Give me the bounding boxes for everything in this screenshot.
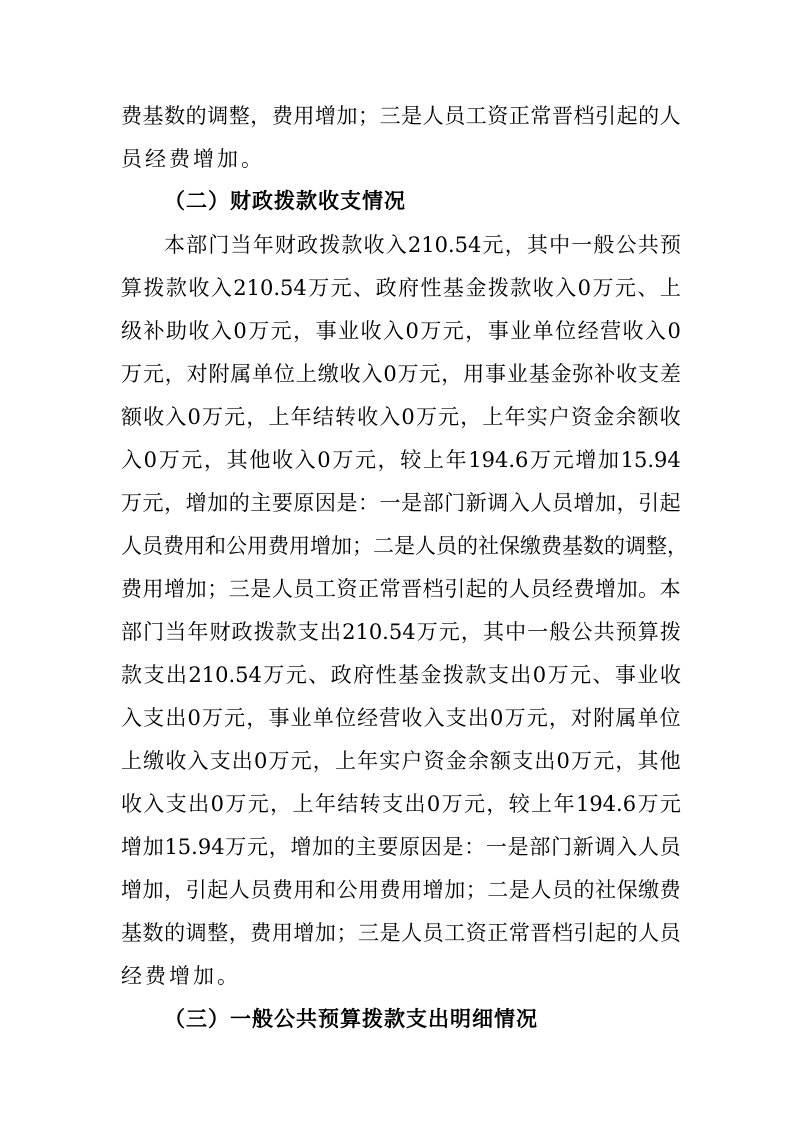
paragraph-line: 算 拨 款 收 入 210.54 万 元 、 政 府 性 基 金 拨 款 收 入 0 万 元 、 上 <box>121 276 681 300</box>
paragraph-line: 级 补 助 收 入 0 万 元 ， 事 业 收 入 0 万 元 ， 事 业 单 位 经 营 收 入 0 <box>121 319 681 343</box>
section-heading-3: （三）一般公共预算拨款支出明细情况 <box>164 1006 538 1031</box>
paragraph-line: 费 用 增 加 ； 三 是 人 员 工 资 正 常 晋 档 引 起 的 人 员 经 费 增 加 。 本 <box>121 577 681 601</box>
paragraph-line: 增 加 15.94 万 元 ， 增 加 的 主 要 原 因 是 ： 一 是 部 门 新 调 入 人 员 <box>121 835 681 859</box>
paragraph-line: 经 费 增 加 。 <box>121 964 238 988</box>
section-heading-2: （二）财政拨款收支情况 <box>164 188 406 213</box>
paragraph-line: 人 员 费 用 和 公 用 费 用 增 加 ； 二 是 人 员 的 社 保 缴 费 基 数 的 调 整 ， <box>121 534 688 558</box>
paragraph-line: 入 支 出 0 万 元 ， 事 业 单 位 经 营 收 入 支 出 0 万 元 ， 对 附 属 单 位 <box>121 706 681 730</box>
paragraph-line: 部 门 当 年 财 政 拨 款 支 出 210.54 万 元 ， 其 中 一 般 公 共 预 算 拨 <box>121 620 681 644</box>
paragraph-line: 员 经 费 增 加 。 <box>121 147 262 171</box>
paragraph-line: 款 支 出 210.54 万 元 、 政 府 性 基 金 拨 款 支 出 0 万 元 、 事 业 收 <box>121 663 681 687</box>
paragraph-line: 额 收 入 0 万 元 ， 上 年 结 转 收 入 0 万 元 ， 上 年 实 户 资 金 余 额 收 <box>121 405 681 429</box>
paragraph-line: 万 元 ， 对 附 属 单 位 上 缴 收 入 0 万 元 ， 用 事 业 基 金 弥 补 收 支 差 <box>121 362 681 386</box>
paragraph-line: 基 数 的 调 整 ， 费 用 增 加 ； 三 是 人 员 工 资 正 常 晋 档 引 起 的 人 员 <box>121 921 681 945</box>
paragraph-line: 上 缴 收 入 支 出 0 万 元 ， 上 年 实 户 资 金 余 额 支 出 0 万 元 ， 其 他 <box>121 749 681 773</box>
paragraph-line: 本 部 门 当 年 财 政 拨 款 收 入 210.54 元 ， 其 中 一 般 公 共 预 <box>164 233 681 257</box>
paragraph-line: 万 元 ， 增 加 的 主 要 原 因 是 ： 一 是 部 门 新 调 入 人 员 增 加 ， 引 起 <box>121 491 681 515</box>
paragraph-line: 收 入 支 出 0 万 元 ， 上 年 结 转 支 出 0 万 元 ， 较 上 年 194.6 万 元 <box>121 792 681 816</box>
paragraph-line: 增 加 ， 引 起 人 员 费 用 和 公 用 费 用 增 加 ； 二 是 人 员 的 社 保 缴 费 <box>121 878 681 902</box>
paragraph-line: 入 0 万 元 ， 其 他 收 入 0 万 元 ， 较 上 年 194.6 万 元 增 加 15.94 <box>121 448 681 472</box>
paragraph-line: 费 基 数 的 调 整 ， 费 用 增 加 ； 三 是 人 员 工 资 正 常 晋 档 引 起 的 人 <box>121 104 681 128</box>
